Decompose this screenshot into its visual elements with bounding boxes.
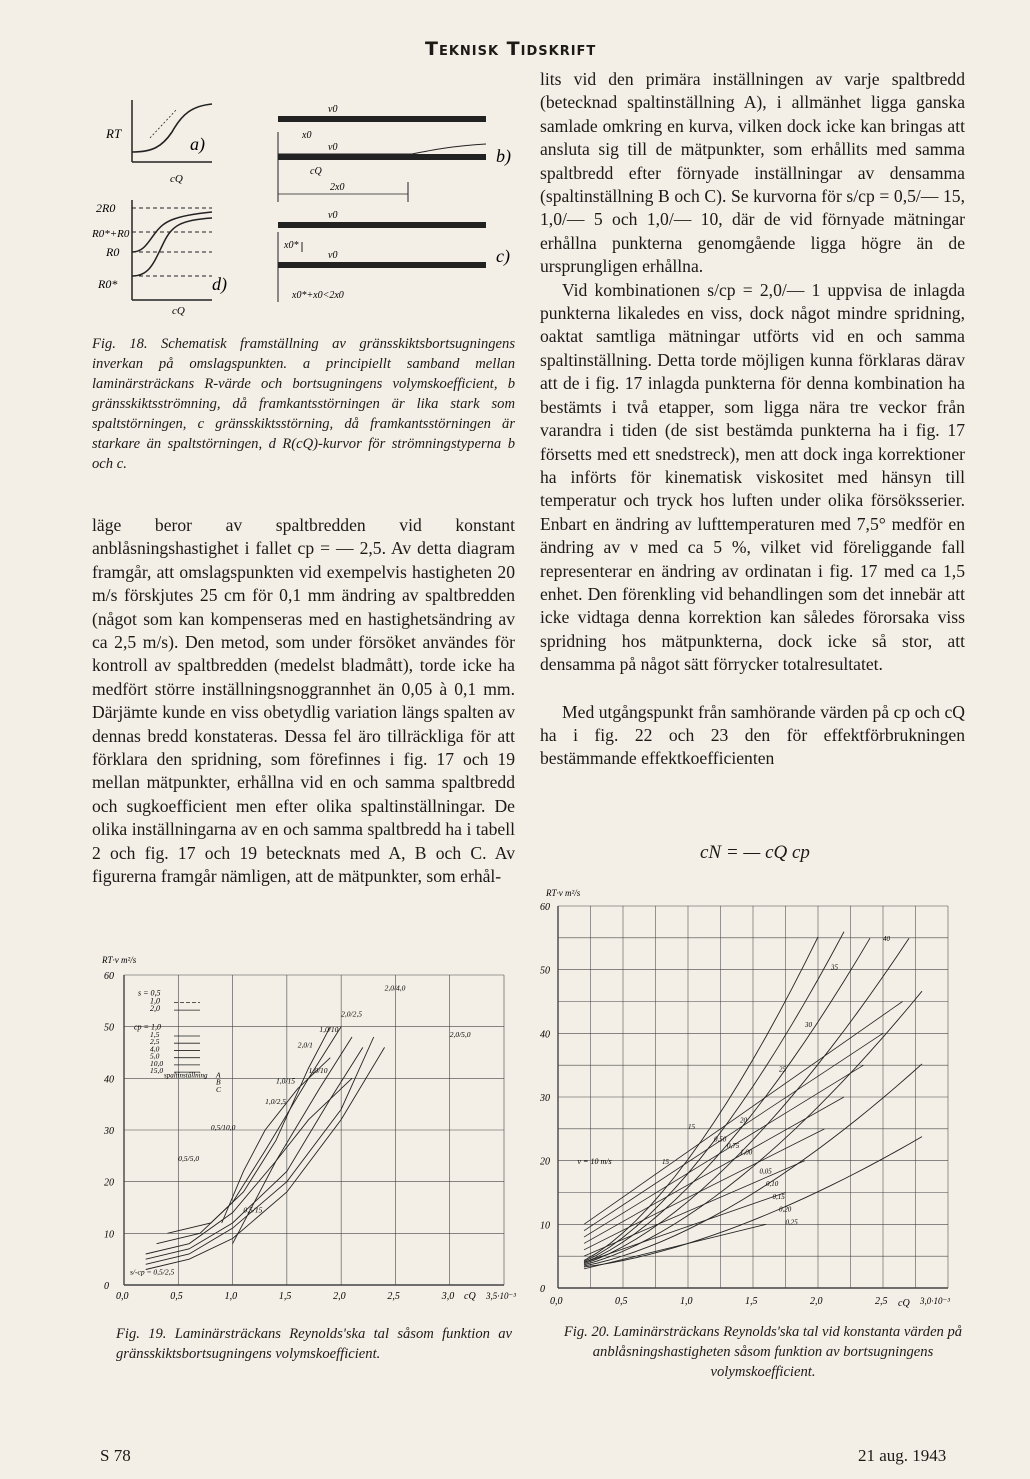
fig19-legend-setting: spaltinställning: [164, 1071, 208, 1080]
fig19-legend-cp-value: 1,5: [150, 1030, 160, 1039]
fig20-velocity-curve: [584, 938, 909, 1264]
fig18-label-cq-d: cQ: [172, 305, 185, 317]
journal-header: Teknisk Tidskrift: [425, 38, 597, 60]
fig20-velocity-label: v = 10 m/s: [577, 1156, 612, 1166]
fig20-curve-label: 40: [883, 935, 890, 944]
fig19-legend-s-value: 1,0: [150, 996, 160, 1006]
fig20-y-label: RT·ν m²/s: [546, 888, 581, 898]
fig19-y-tick: 10: [104, 1229, 114, 1241]
fig20-x-end: 3,0·10⁻³: [920, 1296, 950, 1306]
fig19-x-end: 3,5·10⁻³: [486, 1291, 516, 1301]
fig20-y-tick: 30: [540, 1093, 550, 1104]
fig18-label-r0: R0: [106, 245, 120, 259]
fig19-curve-label: 0,5/10,0: [210, 1123, 236, 1132]
fig18-label-x0-star-c: x0*: [284, 240, 299, 251]
fig20-curve-label: 0,05: [759, 1167, 772, 1176]
figure-19: [96, 945, 526, 1315]
fig19-y-tick: 0: [104, 1281, 109, 1292]
fig19-legend-setting-value: C: [216, 1084, 222, 1094]
fig18-label-v0-c2: v0: [328, 250, 338, 261]
fig20-curve-label: 0,20: [779, 1205, 792, 1214]
fig19-x-tick: 3,0: [441, 1291, 455, 1302]
fig19-x-tick: 2,5: [387, 1291, 400, 1302]
fig20-curve-label: 15: [662, 1157, 669, 1166]
left-column: [92, 514, 515, 889]
fig18-label-x0-rel: x0*+x0<2x0: [292, 290, 344, 301]
fig18-label-2x0: 2x0: [330, 182, 345, 193]
fig19-legend-cp-value: 5,0: [150, 1051, 160, 1061]
fig19-curve-label: 1,0/15: [276, 1076, 295, 1086]
fig19-legend-s: s = 0,5: [138, 988, 161, 998]
fig19-legend-setting-value: B: [216, 1077, 221, 1087]
fig20-cp-line: [584, 1129, 825, 1250]
fig20-cp-line: [584, 1033, 883, 1230]
fig18-label-x0-b: x0: [302, 130, 312, 141]
fig19-legend-cp-value: 10,0: [150, 1058, 164, 1068]
fig18-label-b: b): [496, 146, 511, 166]
fig19-legend-s-value: 2,0: [150, 1004, 160, 1014]
fig20-x-tick: 2,5: [875, 1296, 888, 1307]
fig20-y-tick: 0: [540, 1284, 545, 1295]
fig19-y-tick: 50: [104, 1022, 114, 1034]
fig19-curve-label: 1,0/10: [319, 1024, 339, 1034]
fig20-curve-label: 35: [831, 963, 838, 972]
fig20-x-tick: 1,5: [745, 1296, 758, 1307]
figure-20: [536, 880, 976, 1310]
fig19-curve-label: 2,0/2,5: [341, 1009, 362, 1019]
fig20-x-tick: 2,0: [810, 1296, 823, 1307]
fig20-x-tick: 0,0: [550, 1296, 563, 1307]
fig19-y-tick: 20: [104, 1177, 114, 1189]
fig20-y-tick: 50: [540, 965, 550, 977]
fig20-curve-label: 15: [688, 1122, 695, 1131]
fig18-label-c: c): [496, 246, 510, 266]
fig19-legend-setting-value: A: [216, 1070, 221, 1080]
fig19-curve-label: 0,5/15: [243, 1205, 263, 1215]
fig18-label-v0-c1: v0: [328, 210, 338, 221]
fig18-label-rt: RT: [106, 126, 122, 141]
fig19-curve-label: 2,0/5,0: [449, 1030, 471, 1039]
fig19-curve-label: 1,0/2,5: [265, 1097, 286, 1107]
fig20-curve-label: 25: [779, 1065, 786, 1074]
figure-18: [92, 92, 522, 322]
fig19-y-tick: 60: [104, 971, 114, 982]
fig19-x-tick: 0,5: [170, 1291, 183, 1302]
fig20-cp-line: [584, 1065, 864, 1237]
fig18-label-r0-star: R0*: [98, 277, 118, 291]
fig20-y-tick: 10: [540, 1220, 550, 1232]
fig19-corner-label: s/-cp = 0,5/2,5: [130, 1267, 175, 1277]
fig19-legend-cp-value: 2,5: [150, 1037, 160, 1047]
right-column: [540, 68, 965, 771]
fig19-legend-cp-value: 4,0: [150, 1044, 160, 1054]
fig19-legend-cp-value: 15,0: [150, 1066, 164, 1076]
fig18-label-cq-b: cQ: [310, 166, 322, 177]
right-paragraph-1: lits vid den primära inställningen av varje spaltbredd (betecknad spaltinställning A), i allmänhet ligga ganska samlade omkring en kurva, vilken dock icke kan bringas att ansluta sig till de mätpunkter, som erhållits med samma spaltbredd efter förnyade inställningar av densamma (spaltinställning B och C). Se kurvorna för s/cp = 0,5/— 15, 1,0/— 5 och 1,0/— 10, där de vid förnyade mätningar erhållna punkterna genomgående ligga högre än de ursprungligen erhållna.: [540, 69, 965, 277]
fig19-curve-label: 2,0/1: [297, 1040, 313, 1050]
fig19-caption: Fig. 19. Laminärsträckans Reynolds'ska tal såsom funktion av gränsskiktsbortsugningens volymskoefficient.: [116, 1326, 512, 1362]
fig18-label-cq-a: cQ: [170, 173, 183, 185]
fig19-x-label: cQ: [464, 1291, 476, 1302]
fig19-y-label: RT·ν m²/s: [102, 955, 137, 965]
fig19-y-tick: 40: [104, 1074, 114, 1086]
fig20-curve-label: 20: [740, 1116, 747, 1125]
fig19-curve-label: 2,0/4,0: [384, 983, 406, 993]
fig20-curve-label: 0,75: [727, 1141, 740, 1150]
right-paragraph-2: Vid kombinationen s/cp = 2,0/— 1 uppvisa de inlagda punkterna likaledes en viss, dock något mindre spridning, oaktat samtliga mätningar utförts vid en och samma spaltinställning. Detta torde möjligen kunna förklaras därav att de i fig. 17 inlagda punkterna för denna kombination ha bestämts i två etapper, som ligga nära tre veckor från varandra i tiden (de sist bestämda punkterna ha i fig. 17 försetts med ett snedstreck), men att dock inga korrektioner ha införts för kinematisk viskositet med hänsyn till temperatur och tryck hos luften under olika försöksserier. Enbart en ändring av lufttemperaturen med 7,5° medför en ändring av ν med ca 5 %, vilket vid föreliggande fall representerar en ändring av ordinatan i fig. 17 med ca 1,5 enhet. Den förenkling vid behandlingen som det innebär att icke vidtaga denna korrektion kan således förorsaka viss spridning hos mätpunkterna, dock icke så stor, att densamma på något sätt förrycker totalresultatet.: [540, 279, 965, 675]
fig19-x-tick: 1,5: [278, 1291, 292, 1302]
fig18-label-v0-b2: v0: [328, 142, 338, 153]
fig20-velocity-curve: [584, 938, 870, 1263]
fig20-cp-line: [584, 1002, 903, 1225]
fig20-x-label: cQ: [898, 1298, 910, 1309]
fig19-x-tick: 0,0: [116, 1291, 129, 1302]
left-paragraph: läge beror av spaltbredden vid konstant anblåsningshastighet i fallet cp = — 2,5. Av detta diagram framgår, att omslagspunkten vid exempelvis hastigheten 20 m/s förskjutes 25 cm för 0,1 mm ändring av spaltbredden (något som kan kompenseras med en hastighetsändring av ca 2,5 m/s). Den metod, som under försöket användes för kontroll av spaltbredden (medelst bladmått), torde icke ha medfört större inställningsnoggrannhet än 0,05 à 0,1 mm. Därjämte kunde en viss obetydlig variation längs spalten av dennas bredd konstateras. Dessa fel äro tillräckliga för att förklara den spridning, som förefinnes i fig. 17 och 19 mellan mätpunkter, erhållna vid en och samma spaltbredd och sugkoefficient men efter olika spaltinställningar. De olika inställningarna av en och samma spaltbredd ha i tabell 2 och fig. 17 och 19 betecknats med A, B och C. Av figurerna framgår nämligen, att de mätpunkter, som erhål-: [92, 515, 515, 887]
fig20-x-tick: 0,5: [615, 1296, 628, 1307]
fig20-curve-label: 30: [805, 1020, 812, 1029]
fig19-curve-label: 1,0/10: [308, 1066, 328, 1076]
fig20-curve-label: 1,00: [740, 1148, 753, 1157]
fig20-curve-label: 0,10: [766, 1180, 779, 1189]
fig19-y-tick: 30: [104, 1126, 114, 1137]
fig18-label-d: d): [212, 274, 227, 294]
fig18-caption: Fig. 18. Schematisk framställning av gränsskiktsbortsugningens inverkan på omslagspunkten. a principiellt samband mellan laminärsträckans R-värde och bortsugningens volymskoefficient, b gränsskiktsströmning, då framkantsstörningen är lika stark som spaltstörningen, c gränsskiktsstörning, då framkantsstörningen är starkare än spaltstörningen, d R(cQ)-kurvor för strömningstyperna b och c.: [92, 336, 515, 472]
fig20-curve-label: 0,50: [714, 1135, 727, 1144]
fig19-legend-cp: cp = 1,0: [134, 1022, 161, 1032]
fig18-label-r0-plus: R0*+R0: [92, 228, 130, 240]
fig20-x-tick: 1,0: [680, 1296, 693, 1307]
fig20-y-tick: 60: [540, 902, 550, 913]
right-paragraph-3: Med utgångspunkt från samhörande värden på cp och cQ ha i fig. 22 och 23 den för effektförbrukningen bestämmande effektkoefficienten: [540, 701, 965, 769]
fig20-curve-label: 0,15: [772, 1192, 785, 1201]
fig19-curve-label: 0,5/5,0: [178, 1154, 200, 1163]
fig19-x-tick: 1,0: [224, 1291, 238, 1302]
formula-cn: cN = — cQ cp: [700, 842, 810, 863]
fig18-label-v0-b1: v0: [328, 104, 338, 115]
fig19-x-tick: 2,0: [333, 1291, 346, 1302]
fig20-y-tick: 20: [540, 1156, 550, 1168]
fig20-y-tick: 40: [540, 1029, 550, 1041]
issue-date: 21 aug. 1943: [858, 1446, 947, 1465]
fig18-label-a: a): [190, 134, 205, 154]
page-folio: S 78: [100, 1446, 131, 1465]
fig18-label-2r0: 2R0: [96, 201, 116, 215]
fig20-curve-label: 0,25: [785, 1218, 798, 1227]
fig20-caption: Fig. 20. Laminärsträckans Reynolds'ska tal vid konstanta värden på anblåsningshastigheten såsom funktion av bortsugningens volymskoefficient.: [563, 1324, 963, 1380]
